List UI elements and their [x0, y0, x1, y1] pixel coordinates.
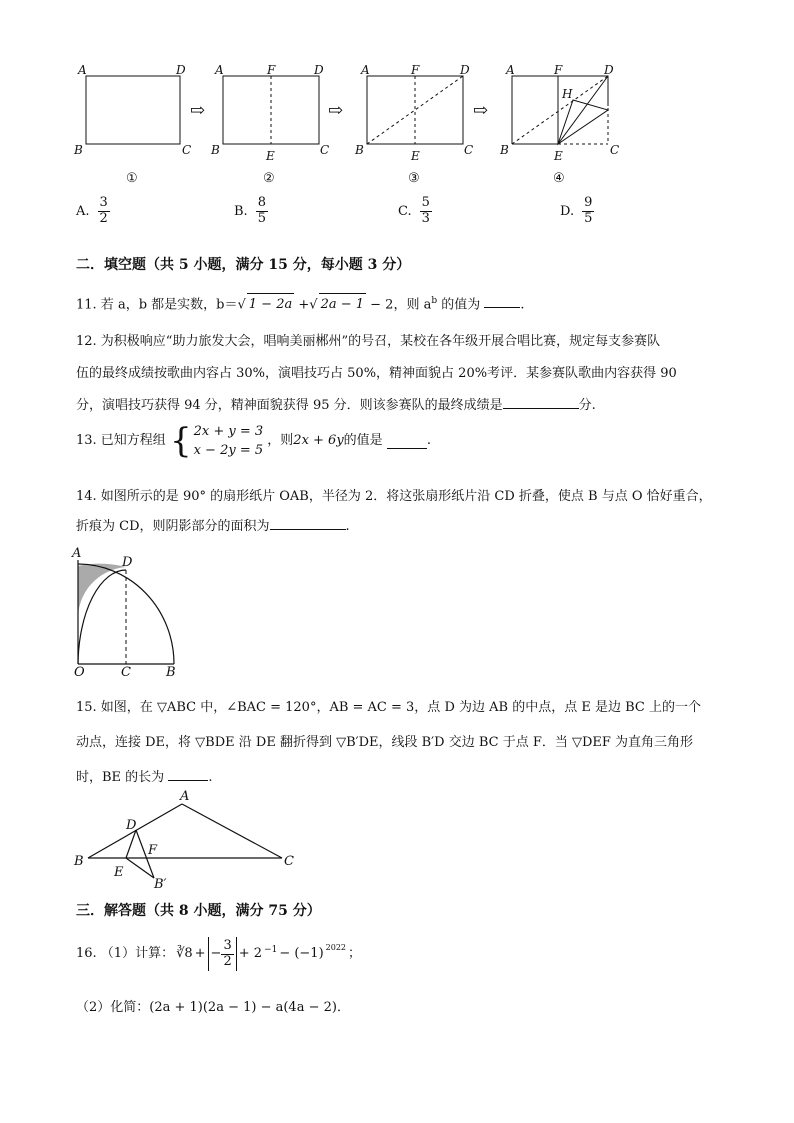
svg-text:E: E: [554, 149, 563, 163]
svg-text:D: D: [122, 555, 133, 570]
answer-blank-11[interactable]: [484, 293, 520, 308]
step-2: ②: [263, 171, 275, 186]
question-15: 15. 如图，在 ▽ABC 中，∠BAC = 120°，AB = AC = 3，点 D 为边 AB 的中点，点 E 是边 BC 上的一个 动点，连接 DE，将 ▽BDE 沿 DE 翻折得到 ▽B′DE，线段 B′D 交边 BC 于点 F．当 ▽DEF 为直角三角形 时，BE 的长为 .: [76, 700, 701, 785]
svg-text:C: C: [464, 143, 474, 157]
svg-text:C: C: [284, 854, 294, 869]
answer-blank-15[interactable]: [168, 766, 208, 781]
option-a[interactable]: A. $\frac{3}{2}$: [76, 195, 108, 226]
arrow-1: ⇨: [190, 100, 206, 121]
step-3: ③: [408, 171, 420, 186]
question-14: 14. 如图所示的是 90° 的扇形纸片 OAB，半径为 2．将这张扇形纸片沿 CD 折叠，使点 B 与点 O 恰好重合， 折痕为 CD，则阴影部分的面积为 .: [76, 489, 712, 534]
arrow-2: ⇨: [328, 100, 344, 121]
option-d[interactable]: D. $\frac{9}{5}$: [560, 195, 593, 226]
svg-text:B: B: [355, 143, 364, 157]
svg-text:A: A: [180, 789, 190, 804]
svg-text:A: A: [215, 63, 224, 77]
svg-text:B: B: [500, 143, 509, 157]
section-3-title: 三．解答题（共 8 小题，满分 75 分）: [76, 903, 321, 919]
svg-text:D: D: [604, 63, 614, 77]
question-16-part-2: （2）化简：(2a + 1)(2a − 1) − a(4a − 2)．: [76, 1000, 350, 1015]
question-12: 12. 为积极响应“助力旅发大会，唱响美丽郴州”的号召，某校在各年级开展合唱比赛，规定每支参赛队 伍的最终成绩按歌曲内容占 30%，演唱技巧占 50%，精神面貌占 20%考评．某参赛队歌曲内容获得 90 分，演唱技巧获得 94 分，精神面貌获得 95 分．则该参赛队的最终成绩是 分.: [76, 334, 677, 413]
sector-figure: [66, 542, 186, 678]
step-4: ④: [553, 171, 565, 186]
folding-figure: [70, 58, 630, 188]
answer-blank-13[interactable]: [387, 434, 427, 449]
label-B1: B: [74, 143, 83, 157]
svg-text:D: D: [460, 63, 470, 77]
question-16-part-1: 16. （1）计算： ∛8 + − $\frac{3}{2}$ + 2 $^{-1}$ − (−1) $^{2022}$ ；: [76, 937, 736, 971]
svg-text:C: C: [610, 143, 620, 157]
svg-text:B: B: [166, 665, 176, 678]
svg-text:F: F: [554, 63, 563, 77]
rect-4: [512, 76, 608, 144]
svg-text:A: A: [506, 63, 515, 77]
rect-1: [86, 76, 180, 144]
absolute-value: − $\frac{3}{2}$: [208, 937, 237, 971]
triangle-figure: [70, 788, 300, 894]
svg-text:C: C: [320, 143, 330, 157]
svg-text:E: E: [411, 149, 420, 163]
svg-text:F: F: [411, 63, 420, 77]
label-D1: D: [176, 63, 186, 77]
option-c[interactable]: C. $\frac{5}{3}$: [398, 195, 430, 226]
label-A1: A: [78, 63, 87, 77]
svg-text:H: H: [562, 87, 573, 101]
question-13: 13. 已知方程组 { 2x + y = 3 x − 2y = 5 ，则2x + 6y的值是 .: [76, 421, 431, 461]
rect-2: [223, 76, 319, 144]
svg-text:E: E: [266, 149, 275, 163]
svg-text:D: D: [314, 63, 324, 77]
svg-text:O: O: [74, 665, 85, 678]
svg-text:B: B: [74, 854, 84, 869]
svg-text:F: F: [148, 843, 158, 858]
section-2-title: 二．填空题（共 5 小题，满分 15 分，每小题 3 分）: [76, 257, 411, 273]
label-C1: C: [182, 143, 192, 157]
svg-text:A: A: [72, 546, 82, 561]
svg-text:B′: B′: [154, 877, 167, 892]
arrow-3: ⇨: [473, 100, 489, 121]
svg-text:B: B: [211, 143, 220, 157]
equation-system: { 2x + y = 3 x − 2y = 5: [169, 421, 264, 461]
answer-blank-12[interactable]: [503, 394, 579, 409]
option-b[interactable]: B. $\frac{8}{5}$: [234, 195, 266, 226]
svg-text:F: F: [267, 63, 276, 77]
svg-text:E: E: [114, 865, 124, 880]
svg-text:D: D: [126, 818, 137, 833]
svg-text:C: C: [121, 665, 131, 678]
step-1: ①: [126, 171, 138, 186]
question-11: 11. 若 a，b 都是实数，b＝√ 1 − 2a +√ 2a − 1 − 2，则 $a^b$ 的值为 .: [76, 290, 736, 316]
svg-text:A: A: [361, 63, 370, 77]
answer-blank-14[interactable]: [270, 515, 346, 530]
